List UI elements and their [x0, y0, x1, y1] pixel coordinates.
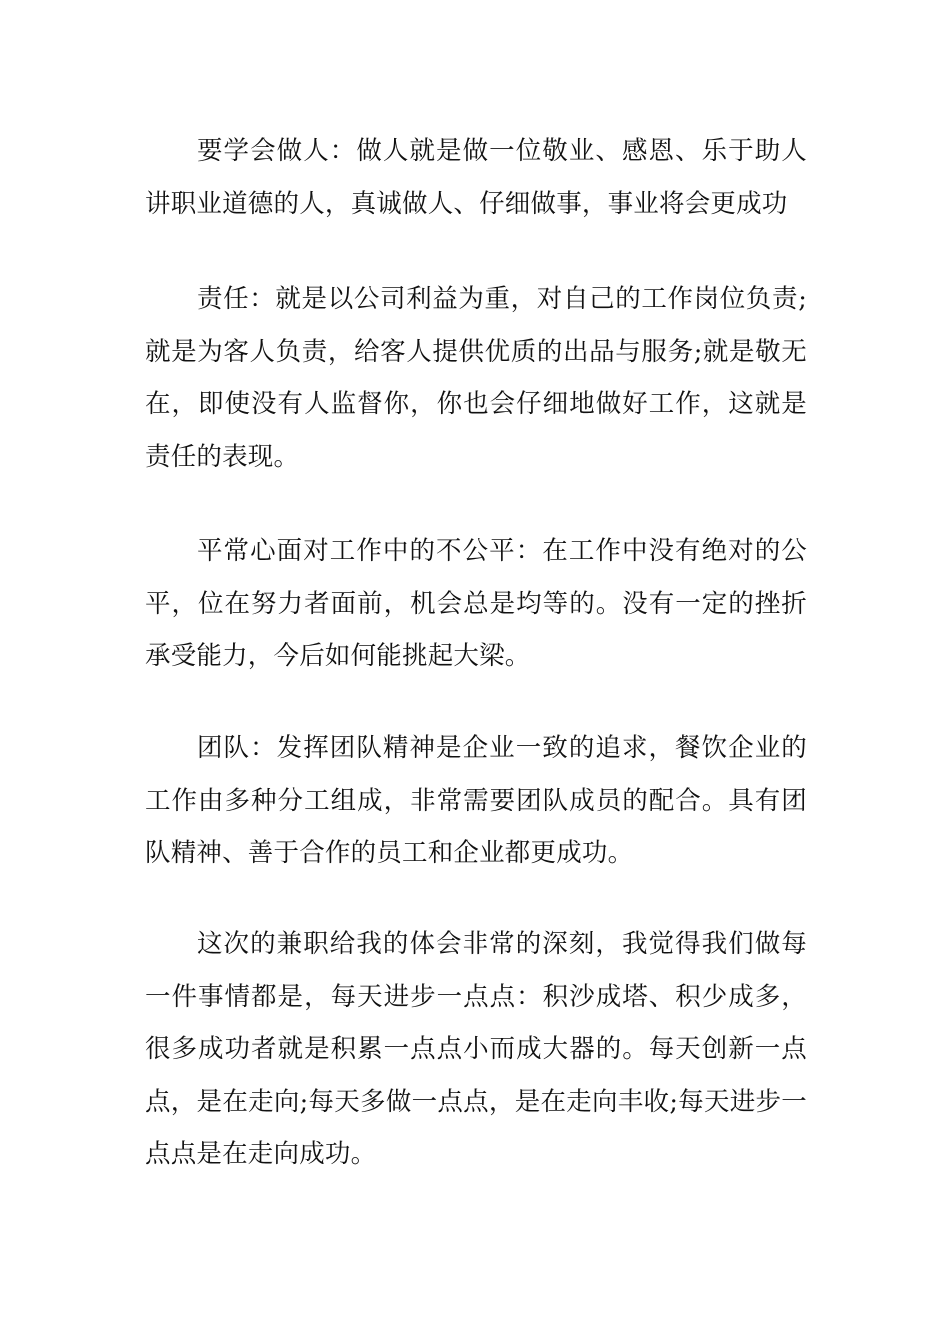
paragraph-fairness: 平常心面对工作中的不公平：在工作中没有绝对的公平，位在努力者面前，机会总是均等的。没有一定的挫折承受能力，今后如何能挑起大梁。	[145, 536, 807, 671]
paragraph-teamwork: 团队：发挥团队精神是企业一致的追求，餐饮企业的工作由多种分工组成，非常需要团队成员的配合。具有团队精神、善于合作的员工和企业都更成功。	[145, 733, 807, 868]
paragraph-responsibility: 责任：就是以公司利益为重，对自己的工作岗位负责;就是为客人负责，给客人提供优质的出品与服务;就是敬无在，即使没有人监督你，你也会仔细地做好工作，这就是责任的表现。	[145, 284, 807, 472]
paragraph-be-a-good-person: 要学会做人：做人就是做一位敬业、感恩、乐于助人讲职业道德的人，真诚做人、仔细做事，事业将会更成功	[145, 136, 807, 219]
paragraph-reflection: 这次的兼职给我的体会非常的深刻，我觉得我们做每一件事情都是，每天进步一点点：积沙成塔、积少成多，很多成功者就是积累一点点小而成大器的。每天创新一点点，是在走向;每天多做一点点，是在走向丰收;每天进步一点点是在走向成功。	[145, 929, 807, 1169]
